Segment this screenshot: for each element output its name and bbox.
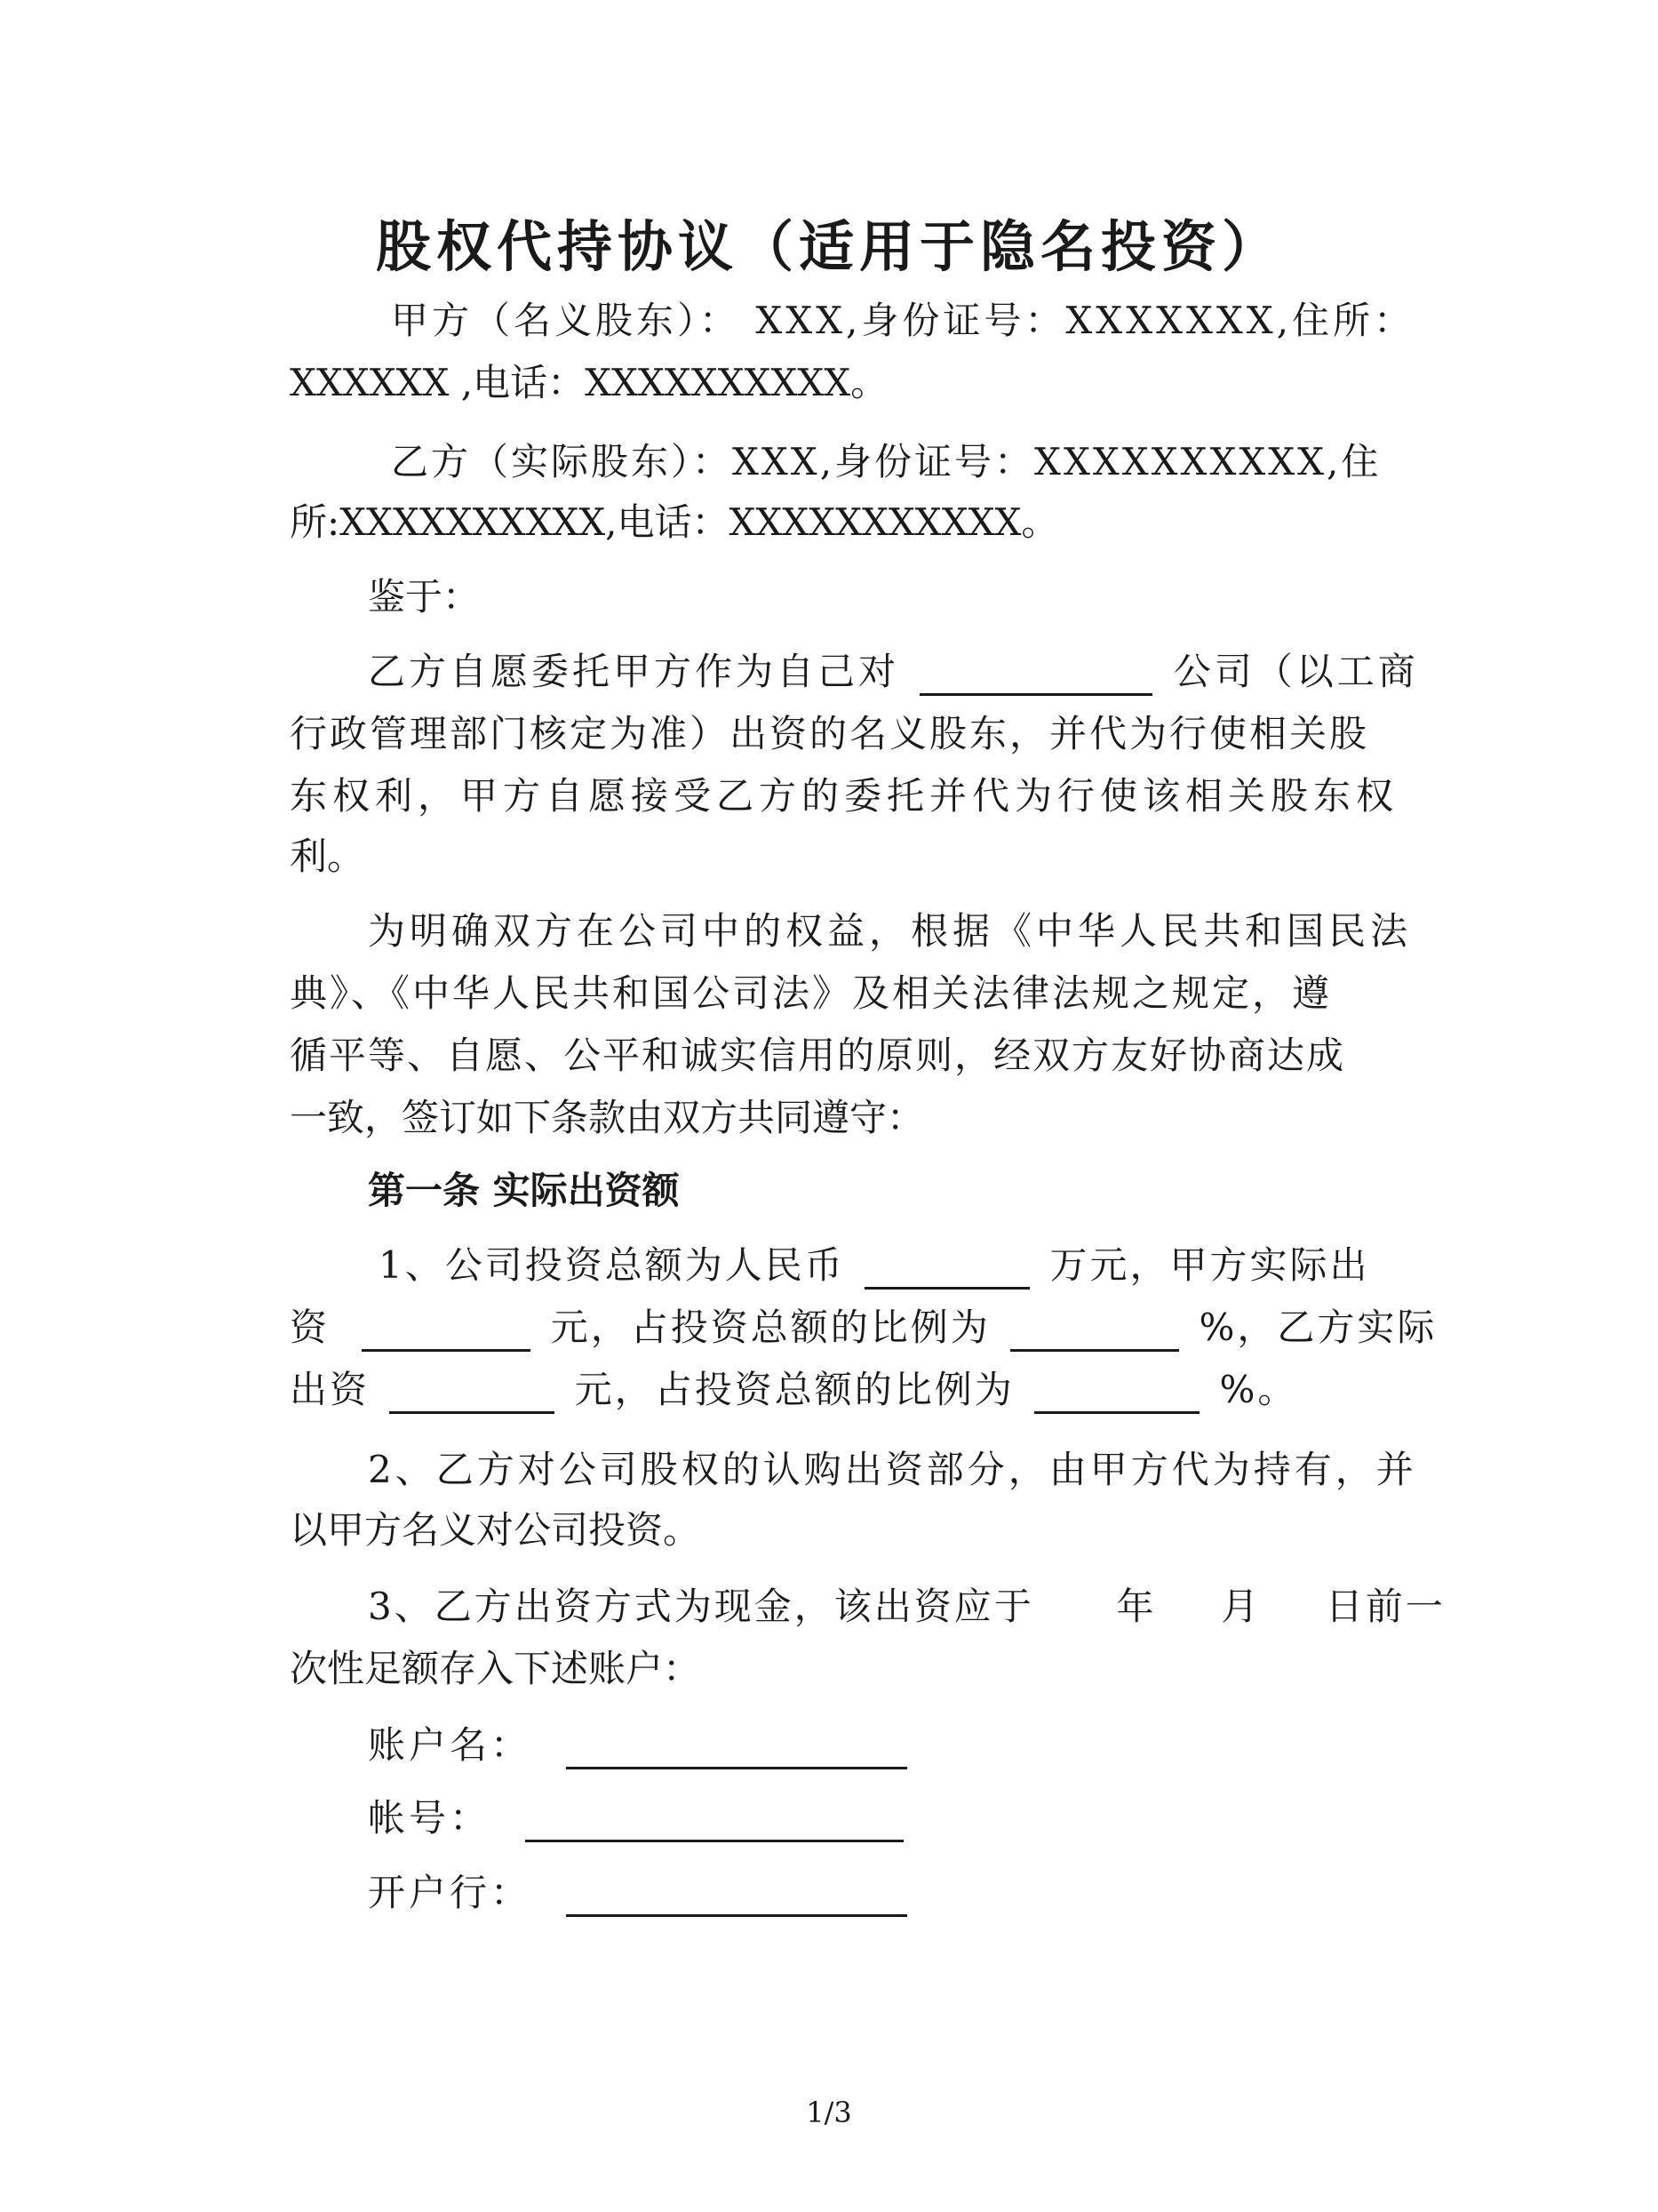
total-investment-blank	[865, 1246, 1030, 1290]
page-number: 1/3	[806, 2096, 852, 2129]
party-a-contribution-blank	[362, 1308, 530, 1352]
para2-line-3: 循平等、自愿、公平和诚实信用的原则，经双方友好协商达成	[290, 1034, 1346, 1077]
clause1-text-a: 1、公司投资总额为人民币	[379, 1243, 845, 1287]
clause1-line-3	[290, 1367, 1297, 1414]
para2-line-4: 一致，签订如下条款由双方共同遵守：	[290, 1096, 925, 1139]
clause3-line-1	[368, 1584, 1446, 1631]
account-number-row	[368, 1795, 909, 1842]
account-name-blank	[566, 1726, 907, 1769]
party-a-line-2: XXXXXX ,电话：XXXXXXXXXX。	[290, 361, 889, 404]
document-title: 股权代持协议（适用于隐名投资）	[375, 214, 1282, 279]
clause1-line-2	[290, 1305, 1437, 1352]
clause2-line-1: 2、乙方对公司股权的认购出资部分，由甲方代为持有，并	[368, 1448, 1417, 1491]
party-b-line-2: 所:XXXXXXXXXX,电话：XXXXXXXXXXX。	[290, 500, 1059, 544]
clause1-text-g: 元，占投资总额的比例为	[574, 1368, 1015, 1411]
clause1-text-c: 资	[290, 1306, 331, 1349]
clause3-year: 年	[1116, 1585, 1157, 1628]
clause3-day: 日前一	[1325, 1585, 1446, 1628]
article-1-heading: 第一条 实际出资额	[368, 1169, 680, 1212]
party-b-ratio-blank	[1034, 1370, 1200, 1414]
para1-line-3: 东权利，甲方自愿接受乙方的委托并代为行使该相关股东权	[290, 774, 1399, 818]
clause1-text-e: %，乙方实际	[1199, 1306, 1438, 1349]
account-number-blank	[525, 1799, 904, 1842]
para2-line-1: 为明确双方在公司中的权益，根据《中华人民共和国民法	[368, 909, 1413, 953]
whereas-heading: 鉴于：	[368, 575, 481, 619]
party-a-ratio-blank	[1010, 1308, 1179, 1352]
para1-line-4: 利。	[290, 834, 365, 878]
bank-label: 开户行：	[368, 1871, 532, 1914]
clause3-month: 月	[1221, 1585, 1262, 1628]
para2-line-2: 典》、《中华人民共和国公司法》及相关法律法规之规定，遵	[290, 971, 1333, 1015]
clause1-text-b: 万元，甲方实际出	[1049, 1243, 1370, 1287]
clause1-line-1	[379, 1242, 1369, 1290]
para1-text-a: 乙方自愿委托甲方作为自己对	[368, 650, 900, 693]
party-a-line-1: 甲方（名义股东）： XXX,身份证号：XXXXXXX,住所：	[391, 299, 1415, 342]
para1-line-1	[368, 649, 1419, 696]
account-name-label: 账户名：	[368, 1723, 532, 1767]
account-name-row	[368, 1722, 913, 1769]
clause3-text-a: 3、乙方出资方式为现金，该出资应于	[368, 1585, 1034, 1628]
party-b-line-1: 乙方（实际股东）：XXX,身份证号：XXXXXXXXXX,住	[391, 440, 1382, 483]
clause1-text-d: 元，占投资总额的比例为	[550, 1306, 991, 1349]
company-name-blank	[920, 652, 1152, 696]
para1-text-b: 公司（以工商	[1173, 650, 1419, 693]
clause2-line-2: 以甲方名义对公司投资。	[290, 1508, 701, 1552]
account-number-label: 帐号：	[368, 1796, 491, 1840]
party-b-contribution-blank	[389, 1370, 554, 1414]
para1-line-2: 行政管理部门核定为准）出资的名义股东，并代为行使相关股	[290, 712, 1370, 755]
bank-blank	[566, 1873, 907, 1917]
clause3-line-2: 次性足额存入下述账户：	[290, 1647, 701, 1690]
bank-row	[368, 1870, 913, 1917]
clause1-text-f: 出资	[290, 1368, 371, 1411]
clause1-text-h: %。	[1219, 1368, 1298, 1411]
